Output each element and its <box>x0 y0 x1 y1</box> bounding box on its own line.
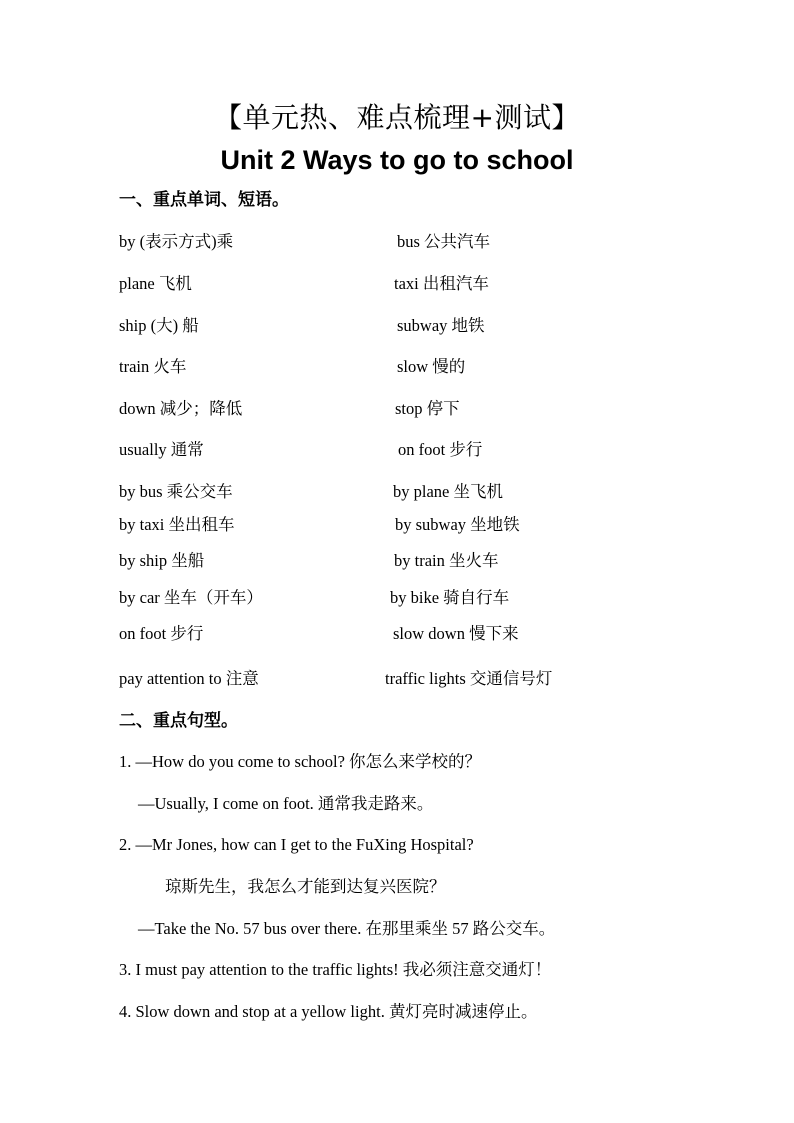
sentence-line: —Take the No. 57 bus over there. 在那里乘坐 57 路公交车。 <box>138 919 556 938</box>
phrase-left: by bus 乘公交车 <box>119 482 233 501</box>
vocab-right: slow 慢的 <box>397 357 466 376</box>
vocab-right: stop 停下 <box>395 399 460 418</box>
phrase-right: by subway 坐地铁 <box>395 515 520 534</box>
phrase-left: by ship 坐船 <box>119 551 205 570</box>
phrase-left: pay attention to 注意 <box>119 669 259 688</box>
phrase-right: by bike 骑自行车 <box>390 588 510 607</box>
phrase-left: by car 坐车（开车） <box>119 588 263 607</box>
unit-title: Unit 2 Ways to go to school <box>220 145 574 175</box>
phrase-left: on foot 步行 <box>119 624 204 643</box>
vocab-right: subway 地铁 <box>397 316 485 335</box>
vocab-left: usually 通常 <box>119 440 204 459</box>
document-title: 【单元热、难点梳理+测试】 <box>214 101 580 134</box>
phrase-right: by plane 坐飞机 <box>393 482 503 501</box>
phrase-right: traffic lights 交通信号灯 <box>385 669 553 688</box>
vocab-left: ship (大) 船 <box>119 316 199 335</box>
vocab-right: taxi 出租汽车 <box>394 274 489 293</box>
vocab-left: train 火车 <box>119 357 187 376</box>
vocab-right: on foot 步行 <box>398 440 483 459</box>
phrase-left: by taxi 坐出租车 <box>119 515 235 534</box>
phrase-right: by train 坐火车 <box>394 551 499 570</box>
section-heading-sentences: 二、重点句型。 <box>119 711 238 731</box>
vocab-left: down 减少；降低 <box>119 399 243 418</box>
sentence-translation: 琼斯先生，我怎么才能到达复兴医院？ <box>165 877 446 896</box>
vocab-right: bus 公共汽车 <box>397 232 491 251</box>
vocab-left: plane 飞机 <box>119 274 192 293</box>
sentence-line: 2. —Mr Jones, how can I get to the FuXing Hospital? <box>119 835 474 854</box>
sentence-line: 1. —How do you come to school? 你怎么来学校的？ <box>119 752 482 771</box>
sentence-line: 4. Slow down and stop at a yellow light. 黄灯亮时减速停止。 <box>119 1002 538 1021</box>
vocab-left: by (表示方式)乘 <box>119 232 234 251</box>
sentence-line: —Usually, I come on foot. 通常我走路来。 <box>138 794 434 813</box>
phrase-right: slow down 慢下来 <box>393 624 519 643</box>
section-heading-vocabulary: 一、重点单词、短语。 <box>119 190 289 210</box>
sentence-line: 3. I must pay attention to the traffic lights! 我必须注意交通灯！ <box>119 960 552 979</box>
